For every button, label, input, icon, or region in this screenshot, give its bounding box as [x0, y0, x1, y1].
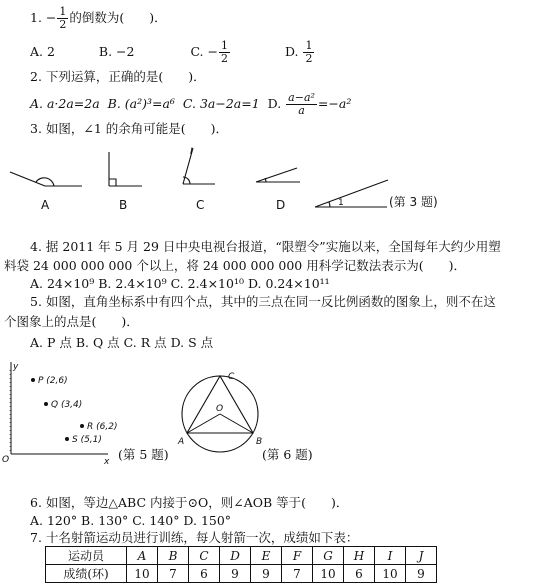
table-row — [46, 565, 437, 583]
q7-stem: 7. 十名射箭运动员进行训练，每人射箭一次，成绩如下表： — [30, 530, 359, 545]
table-cell: J — [406, 547, 437, 565]
q5-label-r: R (6,2) — [87, 422, 118, 432]
q5-line2: 个图象上的点是( )． — [4, 314, 139, 329]
q6-label-c: C — [228, 372, 235, 382]
q2-options — [30, 92, 351, 117]
q5-point-r — [80, 424, 84, 428]
table-cell: 6 — [189, 565, 220, 583]
q2-option-d: D. $\frac{\text{a−a²}}{a}$ =−a² — [267, 91, 352, 117]
q3-label-d: D — [276, 198, 286, 212]
q3-figures — [0, 138, 555, 218]
q1-fraction: $\frac{1}{2}$ — [59, 5, 67, 31]
q6-options: A. 120° B. 130° C. 140° D. 150° — [30, 513, 232, 528]
table-cell: 7 — [158, 565, 189, 583]
q1-option-a: A. 2 — [30, 44, 55, 59]
table-cell: F — [282, 547, 313, 565]
q5-point-p — [31, 378, 35, 382]
q1-option-c: C. − $\frac{1}{2}$ — [190, 39, 228, 65]
q3-stem: 3. 如图，∠1 的余角可能是( )． — [30, 121, 229, 136]
q5-coordinate-figure — [0, 356, 125, 468]
q5-options: A. P 点 B. Q 点 C. R 点 D. S 点 — [30, 335, 214, 350]
q6-label-o: O — [216, 404, 224, 414]
q3-figure-a — [10, 172, 82, 186]
q3-figure-c-mark: I — [190, 147, 193, 157]
table-cell: 10 — [313, 565, 344, 583]
q5-label-s: S (5,1) — [72, 435, 102, 445]
table-cell: G — [313, 547, 344, 565]
q3-figure-d — [256, 168, 300, 182]
table-cell: D — [220, 547, 251, 565]
q6-circle-figure — [170, 370, 270, 460]
q6-caption: (第 6 题) — [262, 447, 313, 462]
table-cell: 9 — [220, 565, 251, 583]
table-cell: E — [251, 547, 282, 565]
q3-caption: (第 3 题) — [389, 195, 438, 209]
table-cell: H — [344, 547, 375, 565]
q2-option-c: C. 3a−2a=1 — [182, 96, 260, 111]
q2-option-b: B. (a²)³=a⁶ — [107, 96, 175, 111]
table-cell: 运动员 — [46, 547, 127, 565]
table-cell: 10 — [127, 565, 158, 583]
q5-line1: 5. 如图，直角坐标系中有四个点，其中的三点在同一反比例函数的图象上，则不在这 — [30, 294, 496, 309]
q4-line1: 4. 据 2011 年 5 月 29 日中央电视台报道，“限塑令”实施以来，全国每年大约少用塑 — [30, 239, 501, 254]
q2-option-a: A. a·2a=2a — [30, 96, 100, 111]
table-header-row — [46, 547, 437, 565]
table-cell: 成绩(环) — [46, 565, 127, 583]
q5-caption: (第 5 题) — [118, 447, 169, 462]
q4-line2: 料袋 24 000 000 000 个以上，将 24 000 000 000 用科学记数法表示为( )． — [4, 258, 466, 273]
q3-label-a: A — [41, 198, 50, 212]
q5-point-q — [44, 402, 48, 406]
q6-stem: 6. 如图，等边△ABC 内接于⊙O，则∠AOB 等于( )． — [30, 495, 349, 510]
q5-label-p: P (2,6) — [38, 376, 68, 386]
q4-options: A. 24×10⁹ B. 2.4×10⁹ C. 2.4×10¹⁰ D. 0.24×10¹¹ — [30, 276, 330, 291]
q3-label-b: B — [119, 198, 128, 212]
q3-angle-1 — [315, 180, 388, 207]
q7-score-table — [45, 546, 437, 583]
q2-stem: 2. 下列运算，正确的是( )． — [30, 69, 206, 84]
q5-y-axis-label: y — [13, 362, 19, 372]
table-cell: 9 — [251, 565, 282, 583]
q6-label-b: B — [256, 437, 263, 447]
q5-label-q: Q (3,4) — [51, 400, 83, 410]
q3-label-c: C — [196, 198, 205, 212]
table-cell: C — [189, 547, 220, 565]
q3-figure-c — [183, 148, 215, 184]
q3-angle-label: 1 — [338, 198, 344, 208]
table-cell: 7 — [282, 565, 313, 583]
q6-label-a: A — [178, 437, 185, 447]
q1-stem: 1. − $\frac{1}{2}$ 的倒数为( )． — [30, 5, 167, 31]
q5-point-s — [65, 437, 69, 441]
q1-option-b: B. −2 — [98, 44, 135, 59]
table-cell: 9 — [406, 565, 437, 583]
q5-origin-label: O — [2, 455, 10, 465]
table-cell: A — [127, 547, 158, 565]
table-cell: 6 — [344, 565, 375, 583]
table-cell: I — [375, 547, 406, 565]
table-cell: B — [158, 547, 189, 565]
q3-figure-b — [109, 152, 142, 186]
table-cell: 10 — [375, 565, 406, 583]
q1-option-d: D. $\frac{1}{2}$ — [284, 39, 313, 65]
q1-options — [30, 40, 315, 65]
q5-x-axis-label: x — [104, 457, 110, 467]
